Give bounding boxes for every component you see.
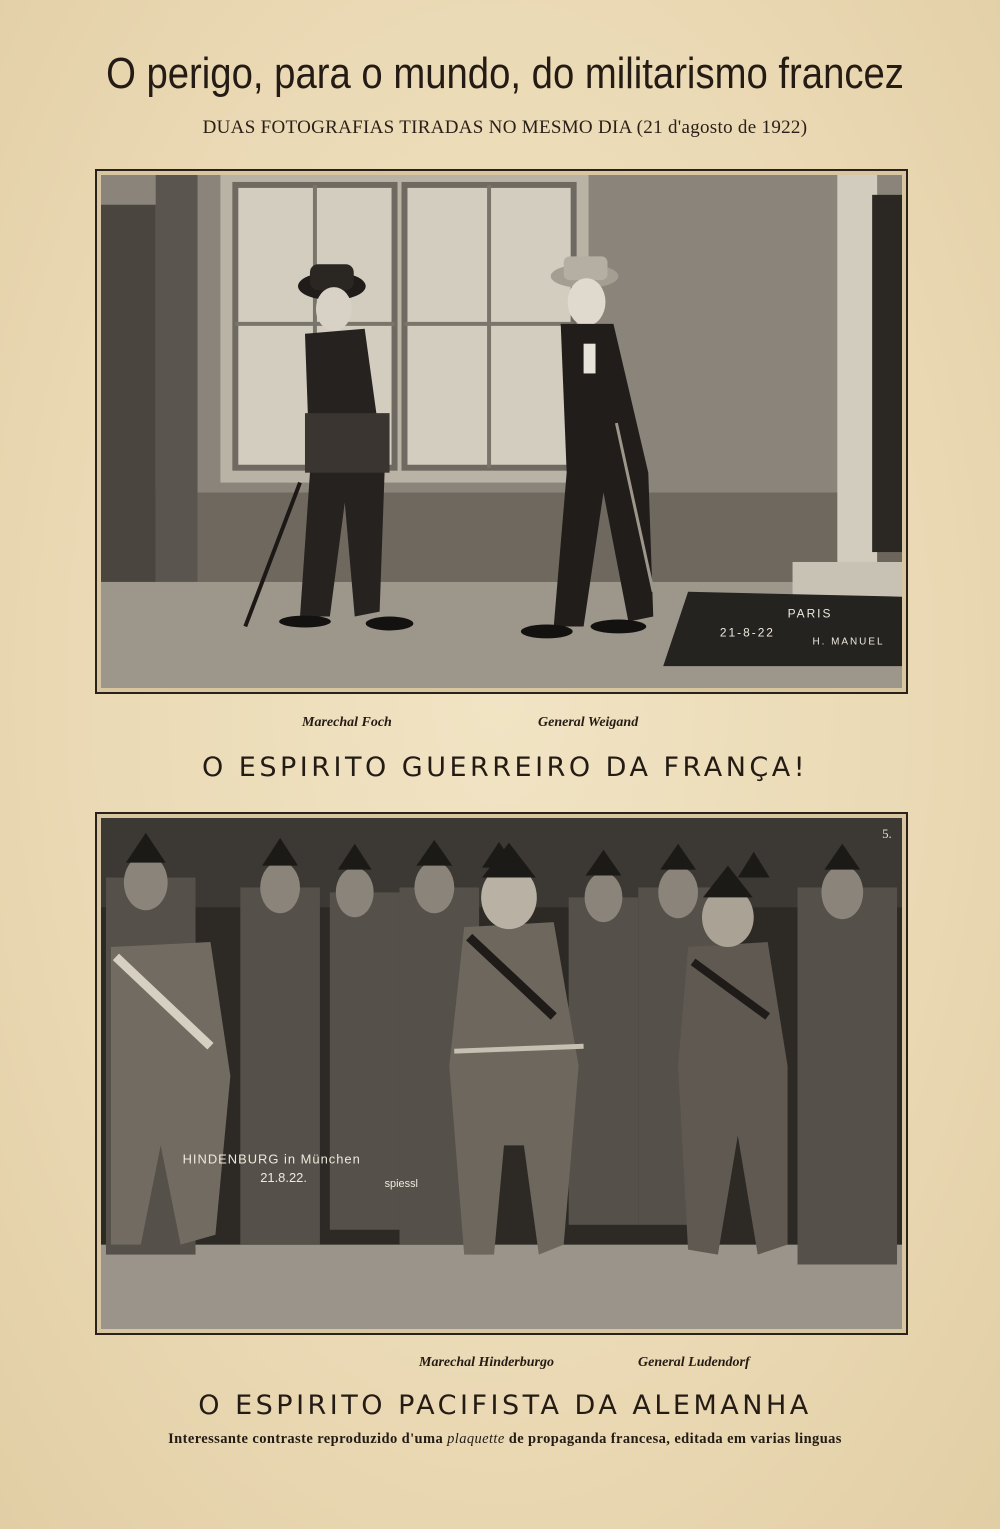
headline: O perigo, para o mundo, do militarismo francez	[106, 49, 904, 98]
photo-bottom-overlay-line-1: HINDENBURG in München	[182, 1151, 361, 1167]
photo-top-overlay-line-1: PARIS	[787, 606, 833, 621]
caption-general-ludendorf: General Ludendorf	[638, 1355, 750, 1370]
footer-note-italic: plaquette	[447, 1431, 505, 1447]
photo-top-overlay-line-3: H. MANUEL	[812, 636, 885, 648]
banner-espirito-guerreiro: O ESPIRITO GUERREIRO DA FRANÇA!	[201, 752, 809, 783]
photo-top-overlay-line-2: 21-8-22	[719, 625, 775, 640]
photo-hindenburg-ludendorff	[95, 812, 908, 1335]
photo-bottom-overlay-line-2: 21.8.22.	[260, 1170, 307, 1186]
caption-marechal-foch: Marechal Foch	[302, 715, 392, 730]
footer-note-end: de propaganda francesa, editada em varias linguas	[504, 1431, 842, 1447]
caption-marechal-hinderburgo: Marechal Hinderburgo	[419, 1355, 554, 1370]
photo-hindenburg-ludendorff-image	[101, 818, 902, 1329]
caption-general-weigand: General Weigand	[538, 715, 639, 730]
photo-foch-weigand	[95, 169, 908, 694]
photo-foch-weigand-image	[101, 175, 902, 688]
footer-note-start: Interessante contraste reproduzido d'uma	[168, 1431, 448, 1447]
banner-espirito-pacifista: O ESPIRITO PACIFISTA DA ALEMANHA	[198, 1390, 812, 1421]
footer-note	[40, 1431, 970, 1448]
subheadline: DUAS FOTOGRAFIAS TIRADAS NO MESMO DIA (21 d'agosto de 1922)	[202, 117, 808, 138]
photo-bottom-overlay-line-3: spiessl	[384, 1178, 418, 1191]
photo-bottom-corner-mark: 5.	[882, 825, 892, 841]
